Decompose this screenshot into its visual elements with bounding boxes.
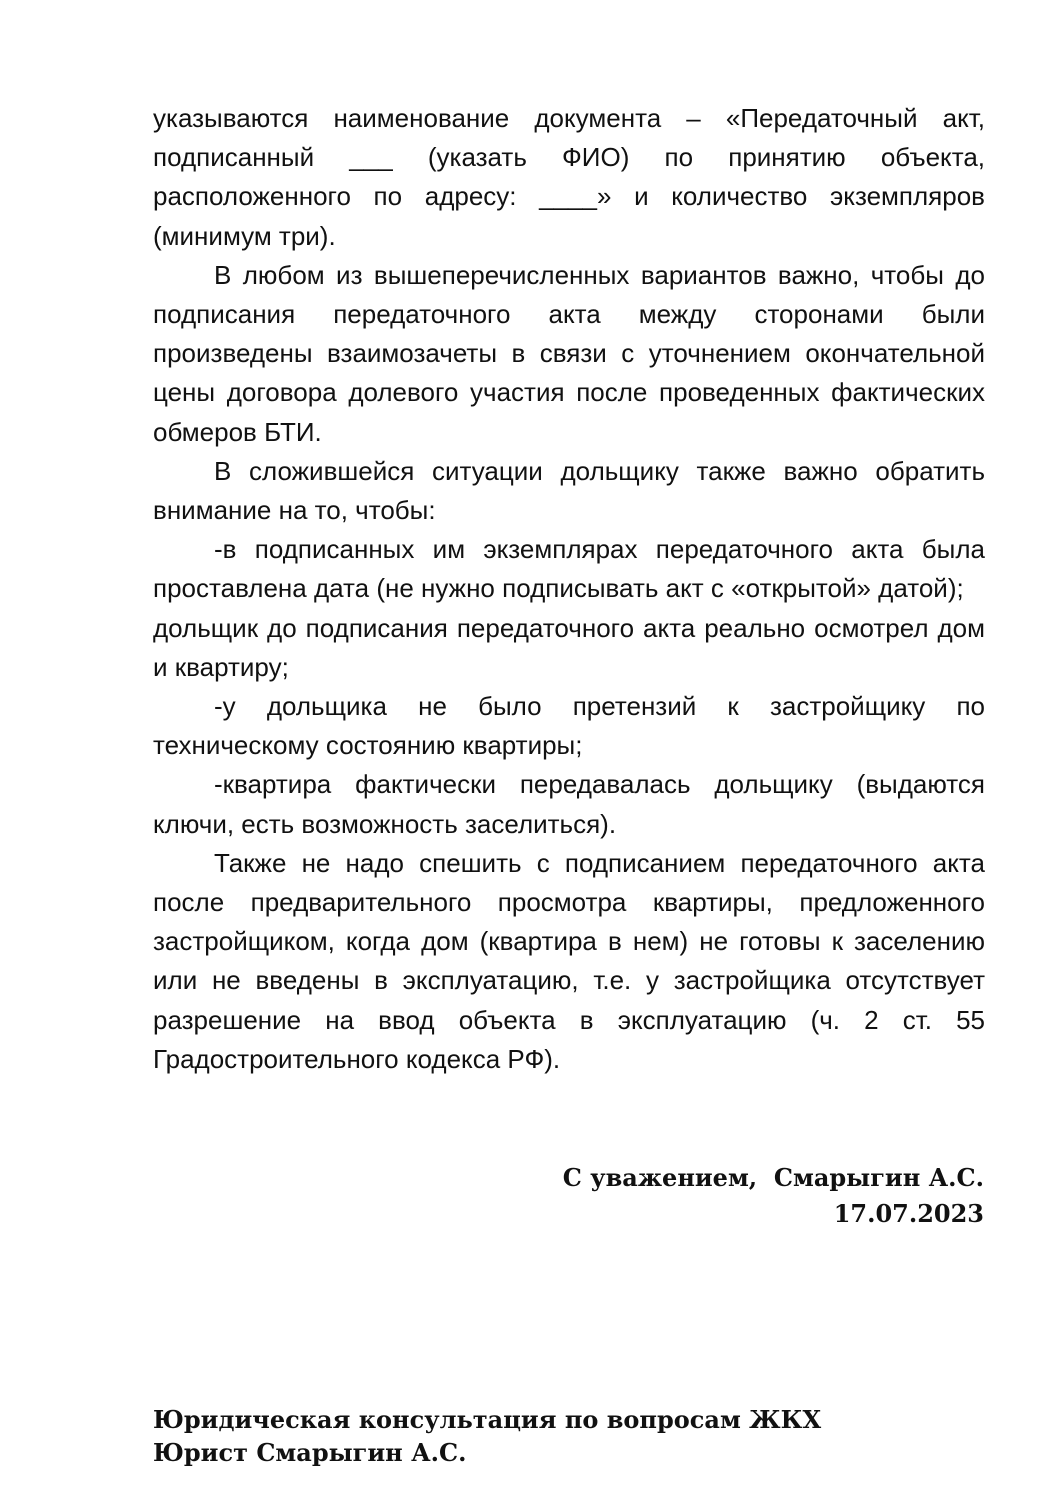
text-line: и квартиру; [153, 651, 289, 682]
list-item-handover [153, 765, 985, 843]
text-line: ключи, есть возможность заселиться). [153, 808, 617, 839]
text-line: -в подписанных им экземплярах передаточного акта была [214, 534, 985, 565]
document-body [153, 99, 985, 1079]
text-line: обмеров БТИ. [153, 416, 322, 447]
text-line: -квартира фактически передавалась дольщику (выдаются [214, 769, 985, 800]
signature-date: 17.07.2023 [833, 1199, 984, 1228]
signature-block [563, 1160, 984, 1232]
text-line: после предварительного просмотра квартиры, предложенного [153, 887, 985, 918]
text-line: В любом из вышеперечисленных вариантов важно, чтобы до [214, 259, 985, 290]
text-line: подписанный ___ (указать ФИО) по принятию объекта, [153, 142, 985, 173]
footer-block [153, 1403, 821, 1469]
text-line: застройщиком, когда дом (квартира в нем) не готовы к заселению [153, 926, 985, 957]
list-item-date [153, 530, 985, 687]
text-line: внимание на то, чтобы: [153, 495, 436, 526]
footer-author: Юрист Смарыгин А.С. [153, 1438, 467, 1467]
text-line: проставлена дата (не нужно подписывать акт с «открытой» датой); [153, 573, 964, 604]
text-line: указываются наименование документа – «Передаточный акт, [153, 103, 985, 133]
paragraph-settlements [153, 256, 985, 452]
footer-organization: Юридическая консультация по вопросам ЖКХ [153, 1405, 822, 1434]
text-line: расположенного по адресу: ____» и количество экземпляров [153, 181, 985, 212]
paragraph-document-requisites [153, 99, 985, 256]
text-line: техническому состоянию квартиры; [153, 730, 583, 761]
text-line: или не введены в эксплуатацию, т.е. у застройщика отсутствует [153, 965, 985, 996]
text-line: разрешение на ввод объекта в эксплуатацию (ч. 2 ст. 55 [153, 1004, 985, 1035]
text-line: Градостроительного кодекса РФ). [153, 1043, 561, 1074]
paragraph-attention [153, 452, 985, 530]
text-line: -у дольщика не было претензий к застройщику по [214, 691, 985, 722]
text-line: произведены взаимозачеты в связи с уточнением окончательной [153, 338, 985, 369]
text-line: дольщик до подписания передаточного акта реально осмотрел дом [153, 612, 985, 643]
text-line: подписания передаточного акта между сторонами были [153, 299, 985, 330]
text-line: (минимум три). [153, 220, 336, 251]
signature-line: С уважением, Смарыгин А.С. [562, 1163, 984, 1192]
text-line: цены договора долевого участия после проведенных фактических [153, 377, 985, 408]
list-item-no-claims [153, 687, 985, 765]
paragraph-no-rush [153, 844, 985, 1079]
text-line: В сложившейся ситуации дольщику также важно обратить [214, 455, 985, 486]
text-line: Также не надо спешить с подписанием передаточного акта [214, 847, 985, 878]
